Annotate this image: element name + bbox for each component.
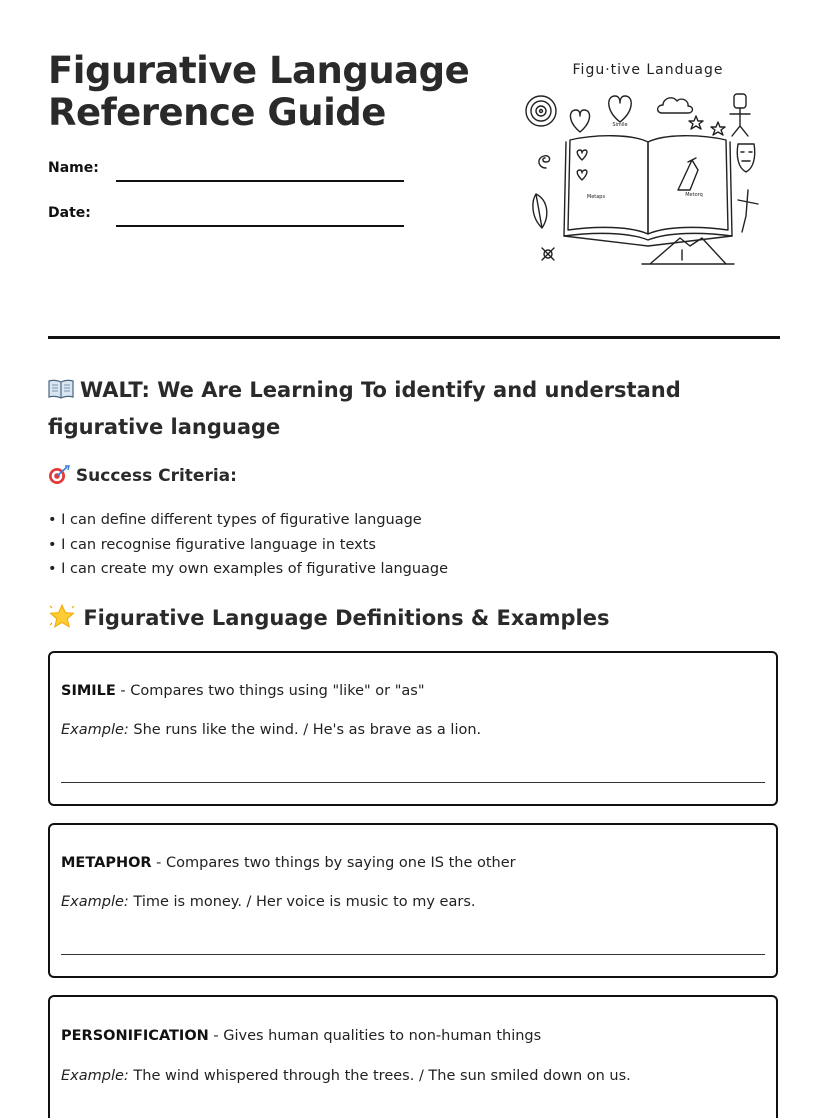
definitions-heading — [48, 603, 609, 630]
example-content: She runs like the wind. / He's as brave as a lion. — [128, 722, 482, 738]
header-divider — [48, 336, 780, 339]
dagger-icon — [738, 190, 758, 232]
definition-description: - Gives human qualities to non-human things — [208, 1028, 542, 1044]
example-label: Example: — [61, 1068, 129, 1084]
book-illustration — [520, 50, 780, 272]
name-label: Name: — [48, 160, 99, 176]
right-page-label: Metorq — [685, 192, 703, 198]
left-page-label: Metaps — [586, 194, 606, 200]
definition-card-personification — [48, 995, 778, 1118]
success-criteria-heading — [48, 465, 237, 486]
cloud-icon — [658, 98, 693, 113]
answer-line[interactable] — [61, 782, 765, 783]
title-line-2: Reference Guide — [48, 91, 386, 134]
mask-icon — [737, 144, 754, 172]
star-icon-small-2 — [711, 122, 725, 135]
open-book-drawing — [564, 136, 732, 246]
walt-text: WALT: We Are Learning To identify and understand figurative language — [48, 378, 681, 439]
definition-card-simile — [48, 651, 778, 806]
spiral-icon — [526, 96, 556, 126]
term-label: SIMILE — [61, 683, 116, 699]
definition-text — [61, 855, 516, 871]
definition-text — [61, 683, 425, 699]
example-text — [61, 722, 481, 738]
term-label: PERSONIFICATION — [61, 1028, 209, 1044]
list-item: • I can define different types of figurative language — [48, 512, 422, 528]
date-field[interactable] — [116, 225, 404, 227]
heart-simile-icon — [609, 96, 631, 128]
leaf-icon — [533, 194, 547, 228]
open-book-icon — [48, 372, 74, 409]
star-icon — [48, 606, 83, 630]
example-label: Example: — [61, 722, 129, 738]
success-criteria-title: Success Criteria: — [75, 466, 237, 486]
answer-line[interactable] — [61, 954, 765, 955]
star-icon-small — [689, 116, 703, 129]
definition-text — [61, 1028, 541, 1044]
swirl-icon — [539, 156, 550, 168]
term-label: METAPHOR — [61, 855, 152, 871]
definition-card-metaphor — [48, 823, 778, 978]
example-text — [61, 894, 476, 910]
bug-icon — [542, 248, 554, 260]
target-icon — [48, 466, 76, 486]
page-title — [48, 50, 469, 134]
example-content: The wind whispered through the trees. / The sun smiled down on us. — [128, 1068, 631, 1084]
definitions-title: Figurative Language Definitions & Examples — [83, 606, 610, 630]
example-text — [61, 1068, 631, 1084]
name-field[interactable] — [116, 180, 404, 182]
example-label: Example: — [61, 894, 129, 910]
list-item: • I can create my own examples of figurative language — [48, 561, 449, 577]
totem-figure-icon — [730, 94, 750, 136]
success-criteria-list — [48, 508, 448, 582]
definition-description: - Compares two things by saying one IS the other — [151, 855, 516, 871]
list-item: • I can recognise figurative language in texts — [48, 536, 376, 553]
heart-icon — [570, 110, 589, 132]
illustration-caption: Figu·tive Landuage — [572, 62, 724, 78]
title-line-1: Figurative Language — [48, 49, 470, 92]
date-label: Date: — [48, 205, 91, 221]
example-content: Time is money. / Her voice is music to my ears. — [128, 894, 476, 910]
walt-heading — [48, 372, 778, 446]
svg-text:Simile: Simile — [612, 122, 628, 128]
definition-description: - Compares two things using "like" or "as" — [115, 683, 425, 699]
